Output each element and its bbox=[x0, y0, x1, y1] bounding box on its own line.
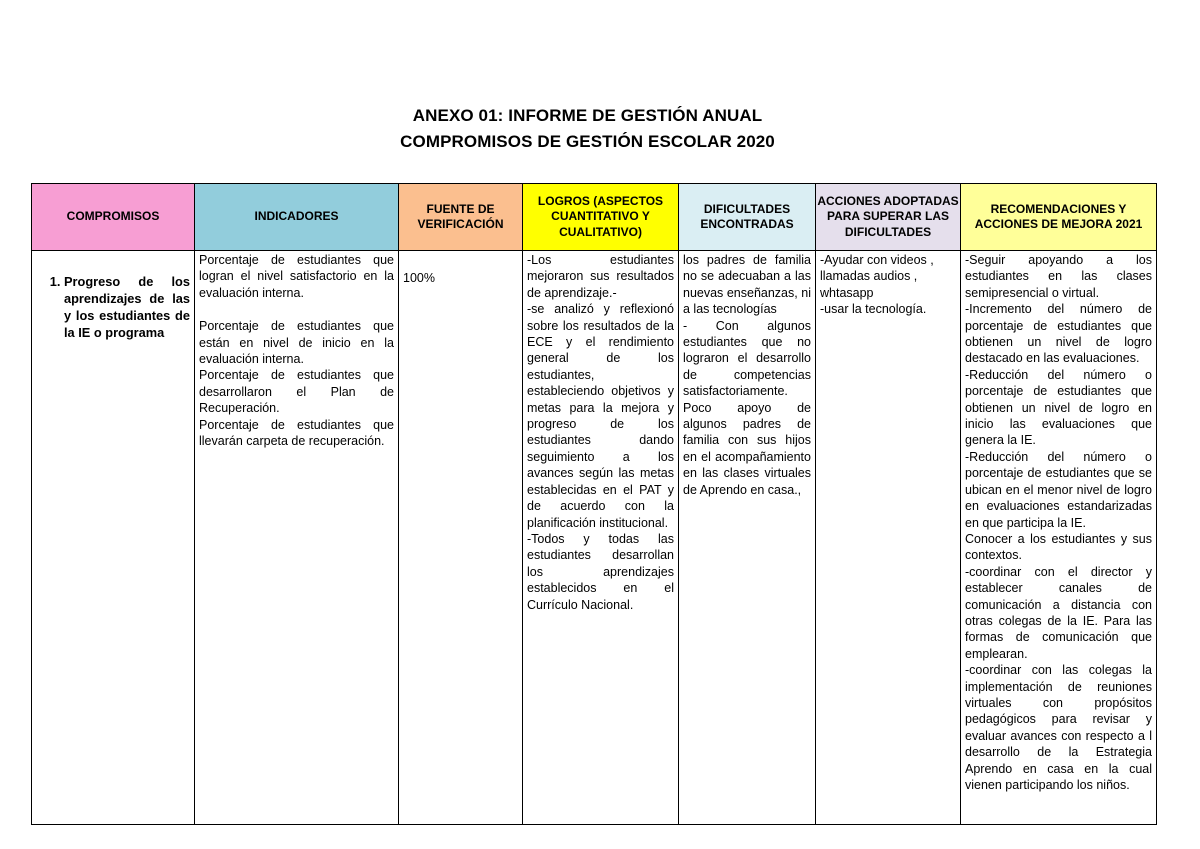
column-header-compromisos: COMPROMISOS bbox=[32, 184, 195, 251]
recomendacion-2: -Incremento del número de porcentaje de estudiantes que obtienen un nivel de logro destacado en las evaluaciones. bbox=[965, 302, 1152, 366]
indicador-4: Porcentaje de estudiantes que llevarán carpeta de recuperación. bbox=[199, 417, 394, 449]
column-header-dificultades: DIFICULTADES ENCONTRADAS bbox=[679, 184, 816, 251]
logro-1: -Los estudiantes mejoraron sus resultados de aprendizaje.- bbox=[527, 253, 674, 300]
dificultades-cell bbox=[679, 251, 816, 825]
column-header-recomendaciones: RECOMENDACIONES Y ACCIONES DE MEJORA 2021 bbox=[961, 184, 1157, 251]
recomendacion-3: -Reducción del número o porcentaje de estudiantes que obtienen un nivel de logro en inicio las evaluaciones que genera la IE. bbox=[965, 367, 1152, 448]
recomendacion-7: -coordinar con las colegas la implementación de reuniones virtuales con propósitos pedagógicos para revisar y evaluar avances con respecto a l desarrollo de la Estrategia Aprendo en casa en la cual vienen participando los niños. bbox=[965, 663, 1152, 792]
title-line-2: COMPROMISOS DE GESTIÓN ESCOLAR 2020 bbox=[400, 132, 775, 151]
accion-1: -Ayudar con videos , llamadas audios , whtasapp bbox=[820, 253, 934, 300]
logros-cell bbox=[523, 251, 679, 825]
column-header-acciones: ACCIONES ADOPTADAS PARA SUPERAR LAS DIFICULTADES bbox=[816, 184, 961, 251]
management-report-table bbox=[31, 183, 1157, 825]
column-header-indicadores: INDICADORES bbox=[195, 184, 399, 251]
recomendacion-5: Conocer a los estudiantes y sus contextos. bbox=[965, 531, 1152, 563]
indicador-3: Porcentaje de estudiantes que desarrollaron el Plan de Recuperación. bbox=[199, 368, 394, 416]
title-line-1: ANEXO 01: INFORME DE GESTIÓN ANUAL bbox=[412, 106, 763, 125]
dificultad-1: los padres de familia no se adecuaban a las nuevas enseñanzas, ni a las tecnologías bbox=[683, 253, 811, 317]
fuente-cell bbox=[399, 251, 523, 825]
recomendacion-6: -coordinar con el director y establecer canales de comunicación a distancia con otras colegas de la IE. Para las formas de comunicación que emplearan. bbox=[965, 564, 1152, 661]
indicadores-cell bbox=[195, 251, 399, 825]
recomendacion-1: -Seguir apoyando a los estudiantes en las clases semipresencial o virtual. bbox=[965, 253, 1152, 300]
dificultad-2: - Con algunos estudiantes que no lograron el desarrollo de competencias satisfactoriamente. bbox=[683, 318, 811, 399]
column-header-logros: LOGROS (ASPECTOS CUANTITATIVO Y CUALITATIVO) bbox=[523, 184, 679, 251]
header-row bbox=[32, 184, 1157, 251]
compromiso-item: 1. Progreso de los aprendizajes de las y los estudiantes de la IE o programa bbox=[64, 273, 194, 341]
column-header-fuente: FUENTE DE VERIFICACIÓN bbox=[399, 184, 523, 251]
indicador-2: Porcentaje de estudiantes que están en nivel de inicio en la evaluación interna. bbox=[199, 319, 394, 367]
acciones-cell bbox=[816, 251, 961, 825]
recomendaciones-cell bbox=[961, 251, 1157, 825]
logro-3: -Todos y todas las estudiantes desarrollan los aprendizajes establecidos en el Currículo Nacional. bbox=[527, 531, 674, 612]
logro-2: -se analizó y reflexionó sobre los resultados de la ECE y el rendimiento general de los estudiantes, estableciendo objetivos y metas para la mejora y progreso de los estudiantes dando seguimiento a los avances según las metas establecidas en el PAT y de acuerdo con la planificación institucional. bbox=[527, 302, 674, 530]
recomendacion-4: -Reducción del número o porcentaje de estudiantes que se ubican en el menor nivel de logro en evaluaciones estandarizadas en que participa la IE. bbox=[965, 449, 1152, 530]
fuente-value: 100% bbox=[403, 271, 435, 285]
table-row bbox=[32, 251, 1157, 825]
indicador-1: Porcentaje de estudiantes que logran el nivel satisfactorio en la evaluación interna. bbox=[199, 253, 394, 300]
compromiso-cell bbox=[32, 251, 195, 825]
document-title bbox=[0, 103, 1175, 155]
dificultad-3: Poco apoyo de algunos padres de familia con sus hijos en el acompañamiento en las clases virtuales de Aprendo en casa., bbox=[683, 400, 811, 497]
accion-2: -usar la tecnología. bbox=[820, 302, 927, 317]
